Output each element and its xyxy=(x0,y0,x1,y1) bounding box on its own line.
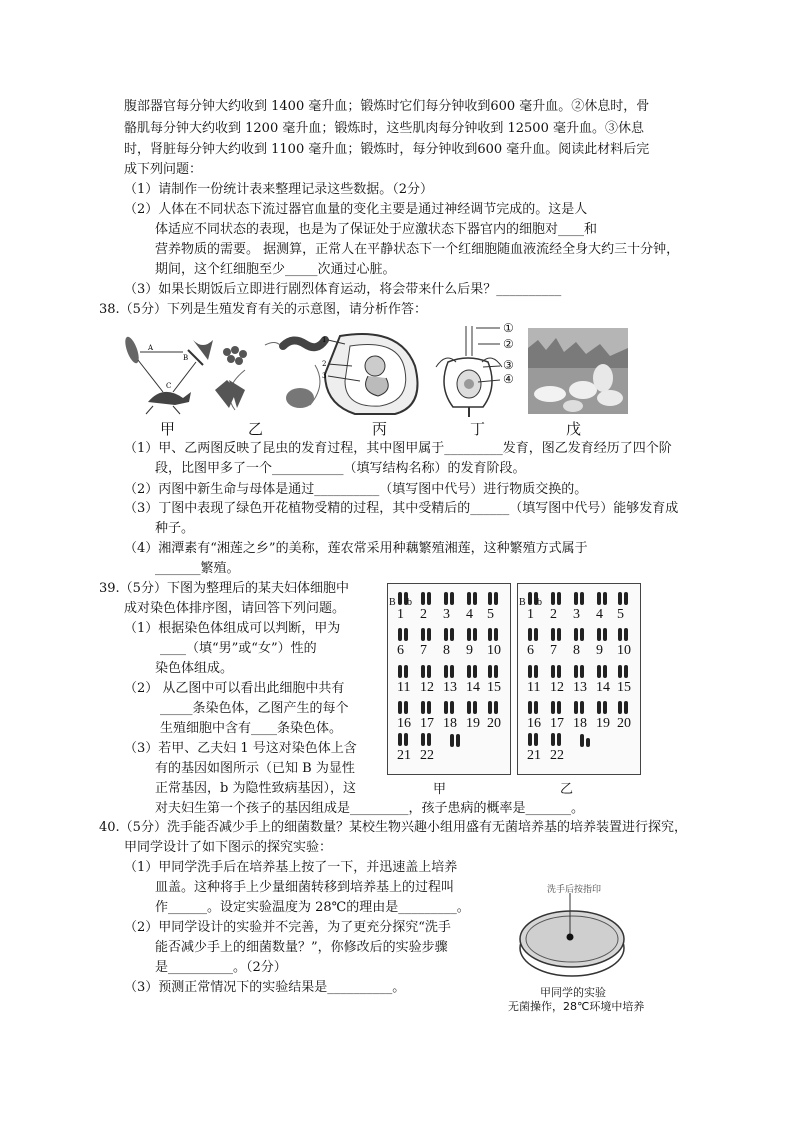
chromosome xyxy=(450,701,454,714)
karyotype-number-11: 11 xyxy=(527,680,541,695)
karyotype-number-13: 13 xyxy=(573,680,587,695)
karyotype-number-7: 7 xyxy=(550,643,557,658)
chromosome xyxy=(398,701,402,714)
chromosome xyxy=(574,665,578,678)
sex-chromosome xyxy=(456,734,460,747)
karyotype-number-17: 17 xyxy=(550,716,564,731)
q40-title-2: 甲同学设计了如下图示的探究实验： xyxy=(124,840,333,855)
q38-item-3b: 种子。 xyxy=(155,521,195,536)
chromosome xyxy=(488,665,492,678)
karyotype-number-15: 15 xyxy=(617,680,631,695)
chromosome xyxy=(528,733,532,746)
chromosome xyxy=(603,592,607,605)
chromosome xyxy=(557,628,561,641)
chromosome xyxy=(580,665,584,678)
flower-label-1: ① xyxy=(503,321,514,335)
figure-bing-fetus xyxy=(320,326,420,416)
chromosome xyxy=(624,628,628,641)
chromosome xyxy=(488,701,492,714)
figure-label-wu: 戊 xyxy=(566,420,582,438)
karyotype-number-12: 12 xyxy=(550,680,564,695)
q39-item-2b: _____条染色体，乙图产生的每个 xyxy=(160,701,349,716)
chromosome xyxy=(603,665,607,678)
karyotype-number-1: 1 xyxy=(527,607,534,622)
karyotype-number-17: 17 xyxy=(420,716,434,731)
svg-text:B: B xyxy=(183,354,189,362)
karyotype-number-11: 11 xyxy=(397,680,411,695)
karyotype-number-22: 22 xyxy=(420,748,434,763)
chromosome xyxy=(597,628,601,641)
q39-item-1c: 染色体组成。 xyxy=(155,661,234,676)
q39-item-3: （3）若甲、乙夫妇 1 号这对染色体上含 xyxy=(124,741,357,756)
karyotype-number-19: 19 xyxy=(596,716,610,731)
karyotype-number-13: 13 xyxy=(443,680,457,695)
chromosome xyxy=(421,628,425,641)
karyotype-number-4: 4 xyxy=(596,607,603,622)
dish-caption-2: 无菌操作，28℃环境中培养 xyxy=(508,1000,645,1013)
chromosome xyxy=(580,592,584,605)
q38-item-1b: 段，比图甲多了一个___________（填写结构名称）的发育阶段。 xyxy=(155,461,526,476)
chromosome xyxy=(398,592,402,605)
karyotype-number-21: 21 xyxy=(397,748,411,763)
karyotype-label-yi: 乙 xyxy=(560,782,574,797)
chromosome xyxy=(421,665,425,678)
chromosome xyxy=(427,628,431,641)
q39-title-2: 成对染色体排序图，请回答下列问题。 xyxy=(124,601,346,616)
svg-text:A: A xyxy=(148,344,154,352)
karyotype-number-3: 3 xyxy=(443,607,450,622)
gene-label-b: b xyxy=(407,597,412,608)
karyotype-number-5: 5 xyxy=(487,607,494,622)
chromosome xyxy=(467,628,471,641)
chromosome xyxy=(404,733,408,746)
karyotype-number-6: 6 xyxy=(397,643,404,658)
karyotype-number-7: 7 xyxy=(420,643,427,658)
karyotype-number-2: 2 xyxy=(420,607,427,622)
q39-item-3b: 有的基因如图所示（已知 B 为显性 xyxy=(155,761,355,776)
q39-item-3d: 对夫妇生第一个孩子的基因组成是_________，孩子患病的概率是_______。 xyxy=(155,801,585,816)
karyotype-number-5: 5 xyxy=(617,607,624,622)
chromosome xyxy=(427,665,431,678)
chromosome xyxy=(597,665,601,678)
q37-item-1: （1）请制作一份统计表来整理记录这些数据。（2分） xyxy=(124,182,434,197)
chromosome xyxy=(551,665,555,678)
chromosome xyxy=(473,701,477,714)
karyotype-number-1: 1 xyxy=(397,607,404,622)
karyotype-number-12: 12 xyxy=(420,680,434,695)
chromosome xyxy=(534,733,538,746)
karyotype-number-20: 20 xyxy=(617,716,631,731)
chromosome xyxy=(557,665,561,678)
karyotype-number-4: 4 xyxy=(466,607,473,622)
svg-text:2: 2 xyxy=(322,360,327,368)
karyotype-number-18: 18 xyxy=(443,716,457,731)
karyotype-number-16: 16 xyxy=(527,716,541,731)
karyotype-number-10: 10 xyxy=(617,643,631,658)
figure-label-yi: 乙 xyxy=(248,420,264,438)
figure-jia-insect-cycle xyxy=(118,330,218,416)
q38-item-4b: _______繁殖。 xyxy=(155,561,240,576)
figure-label-ding: 丁 xyxy=(470,420,486,438)
chromosome xyxy=(467,701,471,714)
chromosome xyxy=(574,701,578,714)
karyotype-number-21: 21 xyxy=(527,748,541,763)
sex-chromosome xyxy=(580,734,584,747)
chromosome xyxy=(580,701,584,714)
karyotype-number-2: 2 xyxy=(550,607,557,622)
chromosome xyxy=(557,733,561,746)
karyotype-number-6: 6 xyxy=(527,643,534,658)
gene-label-B: B xyxy=(389,597,396,608)
q37-item-2: （2）人体在不同状态下流过器官血量的变化主要是通过神经调节完成的。这是人 xyxy=(124,202,588,217)
gene-label-b: b xyxy=(537,597,542,608)
chromosome xyxy=(444,628,448,641)
chromosome xyxy=(450,665,454,678)
chromosome xyxy=(624,592,628,605)
figure-label-jia: 甲 xyxy=(160,420,176,438)
karyotype-number-20: 20 xyxy=(487,716,501,731)
chromosome xyxy=(534,628,538,641)
chromosome xyxy=(473,665,477,678)
chromosome xyxy=(467,665,471,678)
q40-title-1: 40.（5分）洗手能否减少手上的细菌数量？某校生物兴趣小组用盛有无菌培养基的培养装置进行探究， xyxy=(99,820,687,835)
figure-wu-lotus-photo xyxy=(528,328,628,414)
karyotype-number-9: 9 xyxy=(596,643,603,658)
q39-item-3c: 正常基因，b 为隐性致病基因），这 xyxy=(155,781,356,796)
chromosome xyxy=(557,701,561,714)
chromosome xyxy=(488,592,492,605)
q38-item-4: （4）湘潭素有“湘莲之乡”的美称，莲农常采用种藕繁殖湘莲，这种繁殖方式属于 xyxy=(124,541,588,556)
chromosome xyxy=(528,592,532,605)
chromosome xyxy=(603,628,607,641)
karyotype-label-jia: 甲 xyxy=(433,782,447,797)
paragraph-line-3: 时，肾脏每分钟大约收到 1100 毫升血；锻炼时，每分钟收到600 毫升血。阅读此材料后完 xyxy=(124,142,650,157)
q37-item-3: （3）如果长期饭后立即进行剧烈体育运动，将会带来什么后果？__________ xyxy=(124,282,562,297)
q40-item-1b: 皿盖。这种将手上少量细菌转移到培养基上的过程叫 xyxy=(155,880,455,895)
karyotype-number-8: 8 xyxy=(443,643,450,658)
chromosome xyxy=(473,592,477,605)
chromosome xyxy=(624,665,628,678)
svg-text:C: C xyxy=(166,382,172,390)
flower-label-2: ② xyxy=(503,337,514,351)
dish-caption-1: 甲同学的实验 xyxy=(540,986,606,999)
sex-chromosome xyxy=(450,734,454,747)
chromosome xyxy=(534,701,538,714)
chromosome xyxy=(618,665,622,678)
chromosome xyxy=(404,628,408,641)
chromosome xyxy=(534,665,538,678)
karyotype-number-10: 10 xyxy=(487,643,501,658)
karyotype-number-8: 8 xyxy=(573,643,580,658)
chromosome xyxy=(603,701,607,714)
chromosome xyxy=(494,665,498,678)
q40-item-2: （2）甲同学设计的实验并不完善，为了更充分探究“洗手 xyxy=(124,920,451,935)
paragraph-line-1: 腹部器官每分钟大约收到 1400 毫升血；锻炼时它们每分钟收到600 毫升血。②休息时，骨 xyxy=(124,99,650,114)
chromosome xyxy=(467,592,471,605)
q37-item-2d: 期间，这个红细胞至少_____次通过心脏。 xyxy=(155,262,396,277)
chromosome xyxy=(421,701,425,714)
chromosome xyxy=(404,665,408,678)
sex-chromosome xyxy=(586,738,590,747)
chromosome xyxy=(551,701,555,714)
svg-text:3: 3 xyxy=(322,372,327,380)
karyotype-panel-yi xyxy=(517,583,641,775)
chromosome xyxy=(427,592,431,605)
chromosome xyxy=(494,701,498,714)
chromosome xyxy=(494,592,498,605)
chromosome xyxy=(444,665,448,678)
figure-yi-butterfly-cycle xyxy=(205,330,330,416)
chromosome xyxy=(450,628,454,641)
karyotype-number-22: 22 xyxy=(550,748,564,763)
q40-item-2c: 是__________。（2分） xyxy=(155,960,287,975)
chromosome xyxy=(551,733,555,746)
paragraph-line-4: 成下列问题： xyxy=(124,162,203,177)
chromosome xyxy=(580,628,584,641)
chromosome xyxy=(528,628,532,641)
karyotype-number-19: 19 xyxy=(466,716,480,731)
flower-label-3: ③ xyxy=(503,358,514,372)
q40-item-3: （3）预测正常情况下的实验结果是__________。 xyxy=(124,980,406,995)
chromosome xyxy=(421,592,425,605)
chromosome xyxy=(574,592,578,605)
gene-label-B: B xyxy=(519,597,526,608)
q38-item-2: （2）丙图中新生命与母体是通过__________（填写图中代号）进行物质交换的。 xyxy=(124,482,588,497)
karyotype-number-3: 3 xyxy=(573,607,580,622)
chromosome xyxy=(618,592,622,605)
chromosome xyxy=(473,628,477,641)
svg-text:1: 1 xyxy=(322,336,327,344)
chromosome xyxy=(597,701,601,714)
chromosome xyxy=(421,733,425,746)
q37-item-2c: 营养物质的需要。 据测算，正常人在平静状态下一个红细胞随血液流经全身大约三十分钟， xyxy=(155,242,680,257)
q39-item-2c: 生殖细胞中含有____条染色体。 xyxy=(160,721,343,736)
karyotype-number-16: 16 xyxy=(397,716,411,731)
chromosome xyxy=(551,592,555,605)
q39-title-1: 39.（5分）下图为整理后的某夫妇体细胞中 xyxy=(99,581,349,596)
chromosome xyxy=(398,665,402,678)
figure-label-bing: 丙 xyxy=(372,420,388,438)
q39-item-1: （1）根据染色体组成可以判断，甲为 xyxy=(124,621,341,636)
karyotype-panel-jia xyxy=(387,583,511,775)
chromosome xyxy=(597,592,601,605)
q40-item-1: （1）甲同学洗手后在培养基上按了一下，并迅速盖上培养 xyxy=(124,860,458,875)
q37-item-2b: 体适应不同状态的表现，也是为了保证处于应激状态下器官内的细胞对____和 xyxy=(155,222,598,237)
q38-title: 38.（5分）下列是生殖发育有关的示意图，请分析作答： xyxy=(99,302,427,317)
chromosome xyxy=(398,733,402,746)
q40-item-1c: 作______。设定实验温度为 28℃的理由是_________。 xyxy=(155,900,470,915)
q39-item-1b: ____（填“男”或“女”）性的 xyxy=(160,641,317,656)
q38-item-1: （1）甲、乙两图反映了昆虫的发育过程，其中图甲属于_________发育，图乙发育经历了四个阶 xyxy=(124,441,672,456)
chromosome xyxy=(551,628,555,641)
q39-item-2: （2） 从乙图中可以看出此细胞中共有 xyxy=(124,681,345,696)
chromosome xyxy=(618,628,622,641)
q40-item-2b: 能否减少手上的细菌数量？”，你修改后的实验步骤 xyxy=(155,940,448,955)
karyotype-number-14: 14 xyxy=(466,680,480,695)
karyotype-number-15: 15 xyxy=(487,680,501,695)
chromosome xyxy=(618,701,622,714)
karyotype-number-14: 14 xyxy=(596,680,610,695)
karyotype-number-9: 9 xyxy=(466,643,473,658)
chromosome xyxy=(444,701,448,714)
karyotype-number-18: 18 xyxy=(573,716,587,731)
chromosome xyxy=(450,592,454,605)
chromosome xyxy=(574,628,578,641)
chromosome xyxy=(557,592,561,605)
chromosome xyxy=(427,701,431,714)
paragraph-line-2: 骼肌每分钟大约收到 1200 毫升血；锻炼时，这些肌肉每分钟收到 12500 毫升血。③休息 xyxy=(124,121,644,136)
chromosome xyxy=(444,592,448,605)
petri-dish-figure xyxy=(515,893,630,983)
chromosome xyxy=(398,628,402,641)
chromosome xyxy=(427,733,431,746)
chromosome xyxy=(494,628,498,641)
chromosome xyxy=(624,701,628,714)
q38-item-3: （3）丁图中表现了绿色开花植物受精的过程，其中受精后的______（填写图中代号）能够发育成 xyxy=(124,501,679,516)
dish-top-label: 洗手后按指印 xyxy=(546,885,601,895)
chromosome xyxy=(528,665,532,678)
chromosome xyxy=(528,701,532,714)
chromosome xyxy=(404,701,408,714)
flower-label-4: ④ xyxy=(503,372,514,386)
chromosome xyxy=(488,628,492,641)
